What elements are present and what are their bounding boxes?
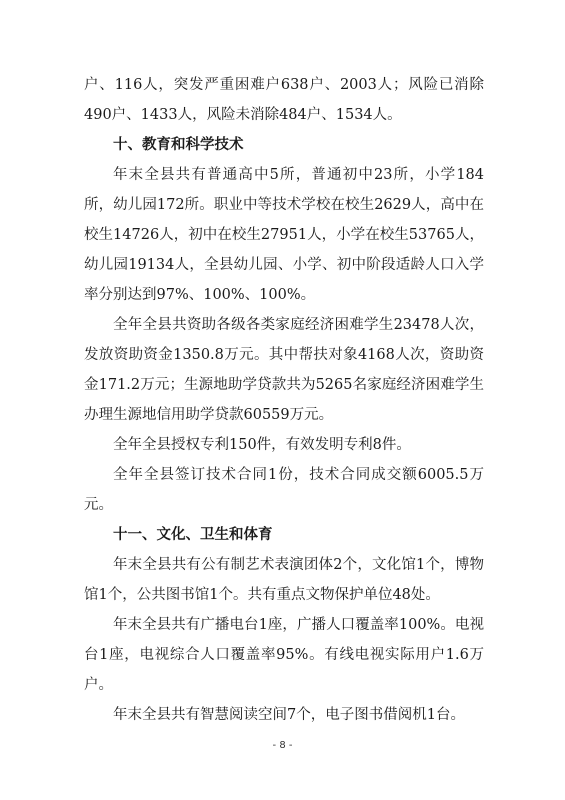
section-heading-education: 十、教育和科学技术: [113, 137, 244, 153]
section-heading-culture: 十一、文化、卫生和体育: [113, 527, 273, 543]
paragraph-tech-contracts: 全年全县签订技术合同1份，技术合同成交额6005.5万元。: [84, 467, 484, 513]
document-body: [84, 70, 484, 730]
paragraph-schools: 年末全县共有普通高中5所，普通初中23所，小学184所，幼儿园172所。职业中等技术学校在校生2629人，高中在校生14726人，初中在校生27951人，小学在校生53765人，幼儿园19134人，全县幼儿园、小学、初中阶段适龄人口入学率分别达到97%、100%、100%。: [84, 167, 484, 303]
paragraph-patents: 全年全县授权专利150件，有效发明专利8件。: [113, 437, 411, 453]
page-number: - 8 -: [272, 740, 293, 751]
paragraph-continuation: 户、116人，突发严重困难户638户、2003人；风险已消除490户、1433人，风险未消除484户、1534人。: [84, 77, 484, 123]
paragraph-broadcasting: 年末全县共有广播电台1座，广播人口覆盖率100%。电视台1座，电视综合人口覆盖率95%。有线电视实际用户1.6万户。: [84, 617, 484, 693]
paragraph-student-aid: 全年全县共资助各级各类家庭经济困难学生23478人次，发放资助资金1350.8万元。其中帮扶对象4168人次，资助资金171.2万元；生源地助学贷款共为5265名家庭经济困难学生办理生源地信用助学贷款60559万元。: [84, 317, 484, 423]
paragraph-culture-venues: 年末全县共有公有制艺术表演团体2个，文化馆1个，博物馆1个，公共图书馆1个。共有重点文物保护单位48处。: [84, 557, 484, 603]
paragraph-reading-spaces: 年末全县共有智慧阅读空间7个，电子图书借阅机1台。: [113, 707, 465, 723]
